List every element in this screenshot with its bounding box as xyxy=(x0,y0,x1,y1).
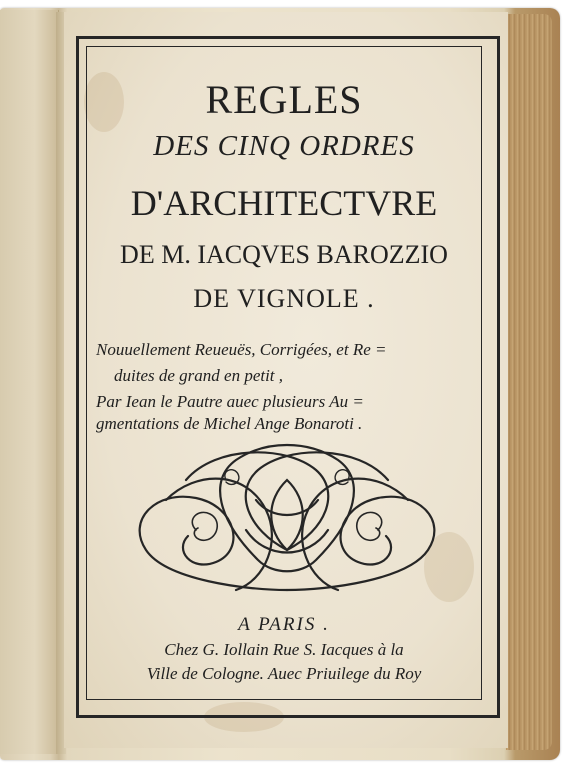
title-line-1: REGLES xyxy=(205,77,363,122)
subtitle-line-4: gmentations de Michel Ange Bonaroti . xyxy=(96,414,363,433)
title-line-3: D'ARCHITECTVRE xyxy=(130,183,438,223)
subtitle-line-3: Par Iean le Pautre auec plusieurs Au = xyxy=(96,392,364,411)
title-line-4: DE M. IACQVES BAROZZIO xyxy=(120,240,448,269)
calligraphic-knot-ornament-icon xyxy=(126,440,448,610)
imprint-line-3: Ville de Cologne. Auec Priuilege du Roy xyxy=(146,664,422,683)
subtitle-line-2: duites de grand en petit , xyxy=(114,366,284,385)
title-line-2: DES CINQ ORDRES xyxy=(153,130,415,162)
subtitle-line-1: Nouuellement Reueuës, Corrigées, et Re = xyxy=(96,340,387,359)
left-page-edge xyxy=(0,10,59,754)
imprint-line-2: Chez G. Iollain Rue S. Iacques à la xyxy=(164,640,404,659)
page-fore-edge xyxy=(506,14,552,750)
imprint-line-1: A PARIS . xyxy=(238,614,330,635)
title-line-5: DE VIGNOLE . xyxy=(193,284,375,313)
